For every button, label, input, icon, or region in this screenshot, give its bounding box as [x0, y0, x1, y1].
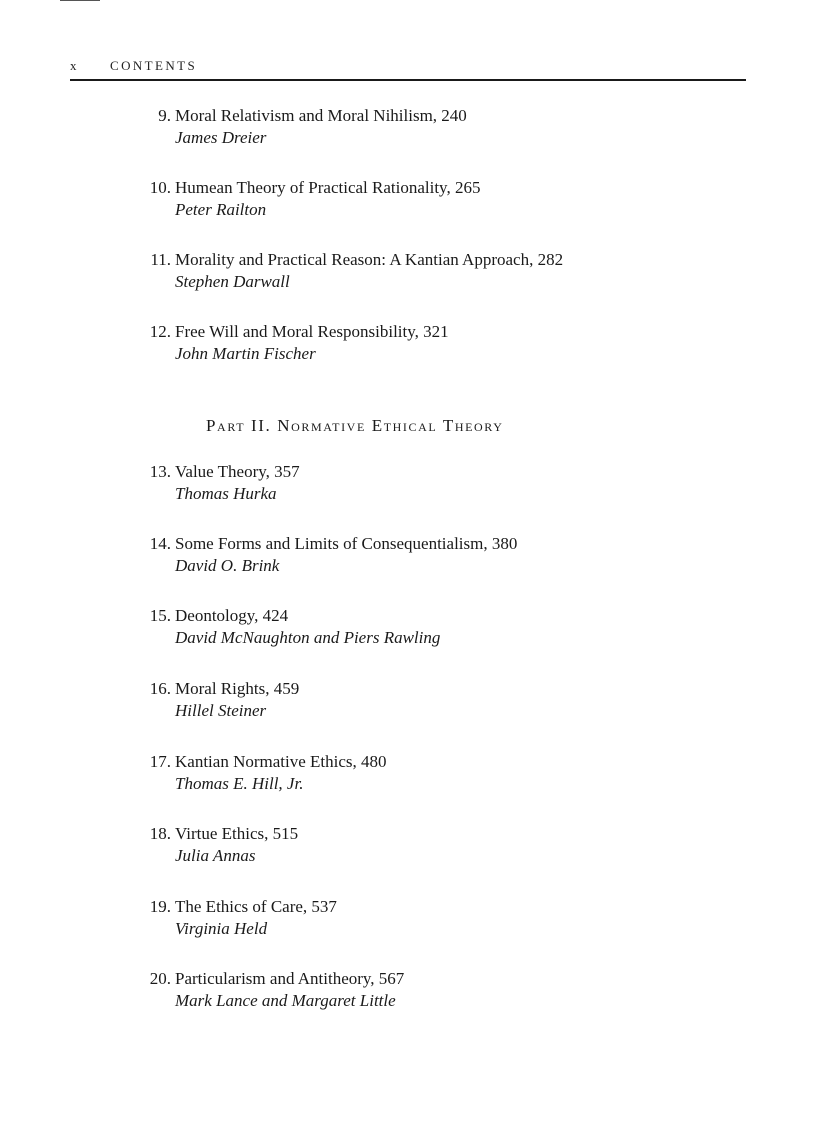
chapter-number: 19. [149, 897, 171, 916]
toc-entry-19 [0, 896, 816, 946]
chapter-title: Morality and Practical Reason: A Kantian Approach, 282 [175, 250, 564, 269]
chapter-author: Thomas Hurka [175, 484, 277, 503]
chapter-number: 20. [149, 969, 171, 988]
running-head-title: CONTENTS [110, 58, 198, 73]
header-rule [70, 79, 746, 81]
chapter-author: John Martin Fischer [175, 344, 316, 363]
chapter-author: Virginia Held [175, 919, 268, 938]
chapter-title: Free Will and Moral Responsibility, 321 [175, 322, 449, 341]
chapter-title: Kantian Normative Ethics, 480 [175, 752, 387, 771]
chapter-author: James Dreier [175, 128, 267, 147]
toc-entry-13 [0, 461, 816, 511]
running-head [70, 58, 746, 80]
toc-entry-18 [0, 823, 816, 873]
chapter-author: David O. Brink [175, 556, 280, 575]
chapter-title: Value Theory, 357 [175, 462, 300, 481]
chapter-title: The Ethics of Care, 537 [175, 897, 337, 916]
chapter-number: 14. [149, 534, 171, 553]
chapter-title: Particularism and Antitheory, 567 [175, 969, 405, 988]
chapter-number: 16. [149, 679, 171, 698]
toc-entry-9 [0, 105, 816, 155]
chapter-author: Mark Lance and Margaret Little [175, 991, 396, 1010]
chapter-author: Thomas E. Hill, Jr. [175, 774, 304, 793]
chapter-author: Stephen Darwall [175, 272, 290, 291]
chapter-number: 11. [150, 250, 171, 269]
chapter-title: Humean Theory of Practical Rationality, 265 [175, 178, 481, 197]
toc-entry-11 [0, 249, 816, 299]
toc-entry-15 [0, 605, 816, 655]
chapter-title: Virtue Ethics, 515 [175, 824, 299, 843]
toc-entry-16 [0, 678, 816, 728]
chapter-title: Moral Relativism and Moral Nihilism, 240 [175, 106, 467, 125]
part-heading-text: Part II. Normative Ethical Theory [206, 416, 504, 435]
chapter-number: 15. [149, 606, 171, 625]
toc-entry-10 [0, 177, 816, 227]
chapter-title: Some Forms and Limits of Consequentialism, 380 [175, 534, 518, 553]
page-number: x [70, 58, 79, 73]
toc-entry-20 [0, 968, 816, 1018]
chapter-number: 9. [158, 106, 171, 125]
crop-mark [60, 0, 100, 1]
chapter-number: 10. [149, 178, 171, 197]
toc-entry-14 [0, 533, 816, 583]
chapter-author: Hillel Steiner [175, 701, 267, 720]
chapter-author: David McNaughton and Piers Rawling [175, 628, 441, 647]
chapter-number: 17. [149, 752, 171, 771]
toc-entry-17 [0, 751, 816, 801]
chapter-number: 18. [149, 824, 171, 843]
chapter-title: Moral Rights, 459 [175, 679, 300, 698]
chapter-number: 12. [149, 322, 171, 341]
chapter-title: Deontology, 424 [175, 606, 289, 625]
chapter-author: Julia Annas [175, 846, 256, 865]
toc-entry-12 [0, 321, 816, 371]
chapter-author: Peter Railton [175, 200, 267, 219]
chapter-number: 13. [149, 462, 171, 481]
